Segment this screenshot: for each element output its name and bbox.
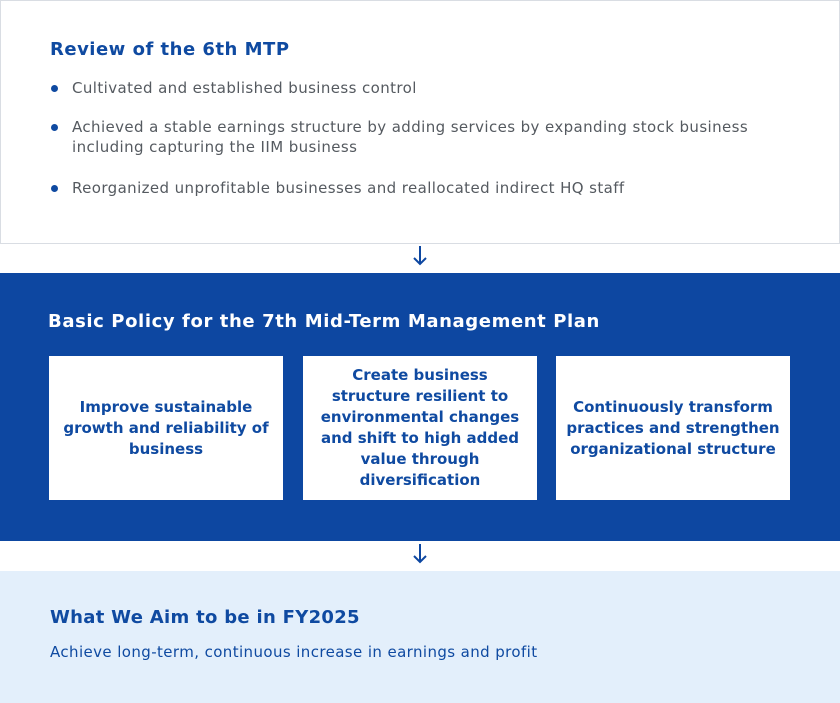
review-item <box>50 78 750 98</box>
review-item <box>50 178 750 198</box>
bullet-dot-icon <box>51 124 58 131</box>
review-item-text: Reorganized unprofitable businesses and reallocated indirect HQ staff <box>72 179 625 197</box>
review-item-text: Cultivated and established business control <box>72 79 417 97</box>
down-arrow-icon <box>411 244 429 268</box>
review-item-text: Achieved a stable earnings structure by adding services by expanding stock business including capturing the IIM business <box>72 118 749 156</box>
policy-title: Basic Policy for the 7th Mid-Term Management Plan <box>48 311 600 332</box>
review-title: Review of the 6th MTP <box>50 39 290 60</box>
policy-box: Create business structure resilient to environmental changes and shift to high added value through diversification <box>303 356 537 500</box>
policy-panel <box>0 273 840 541</box>
policy-box: Continuously transform practices and strengthen organizational structure <box>556 356 790 500</box>
bullet-dot-icon <box>51 185 58 192</box>
bullet-dot-icon <box>51 85 58 92</box>
down-arrow-icon <box>411 542 429 566</box>
policy-box: Improve sustainable growth and reliability of business <box>49 356 283 500</box>
aim-text: Achieve long-term, continuous increase in earnings and profit <box>50 643 538 661</box>
review-panel <box>0 0 840 244</box>
aim-title: What We Aim to be in FY2025 <box>50 607 360 628</box>
review-item <box>50 117 750 157</box>
aim-panel <box>0 571 840 703</box>
